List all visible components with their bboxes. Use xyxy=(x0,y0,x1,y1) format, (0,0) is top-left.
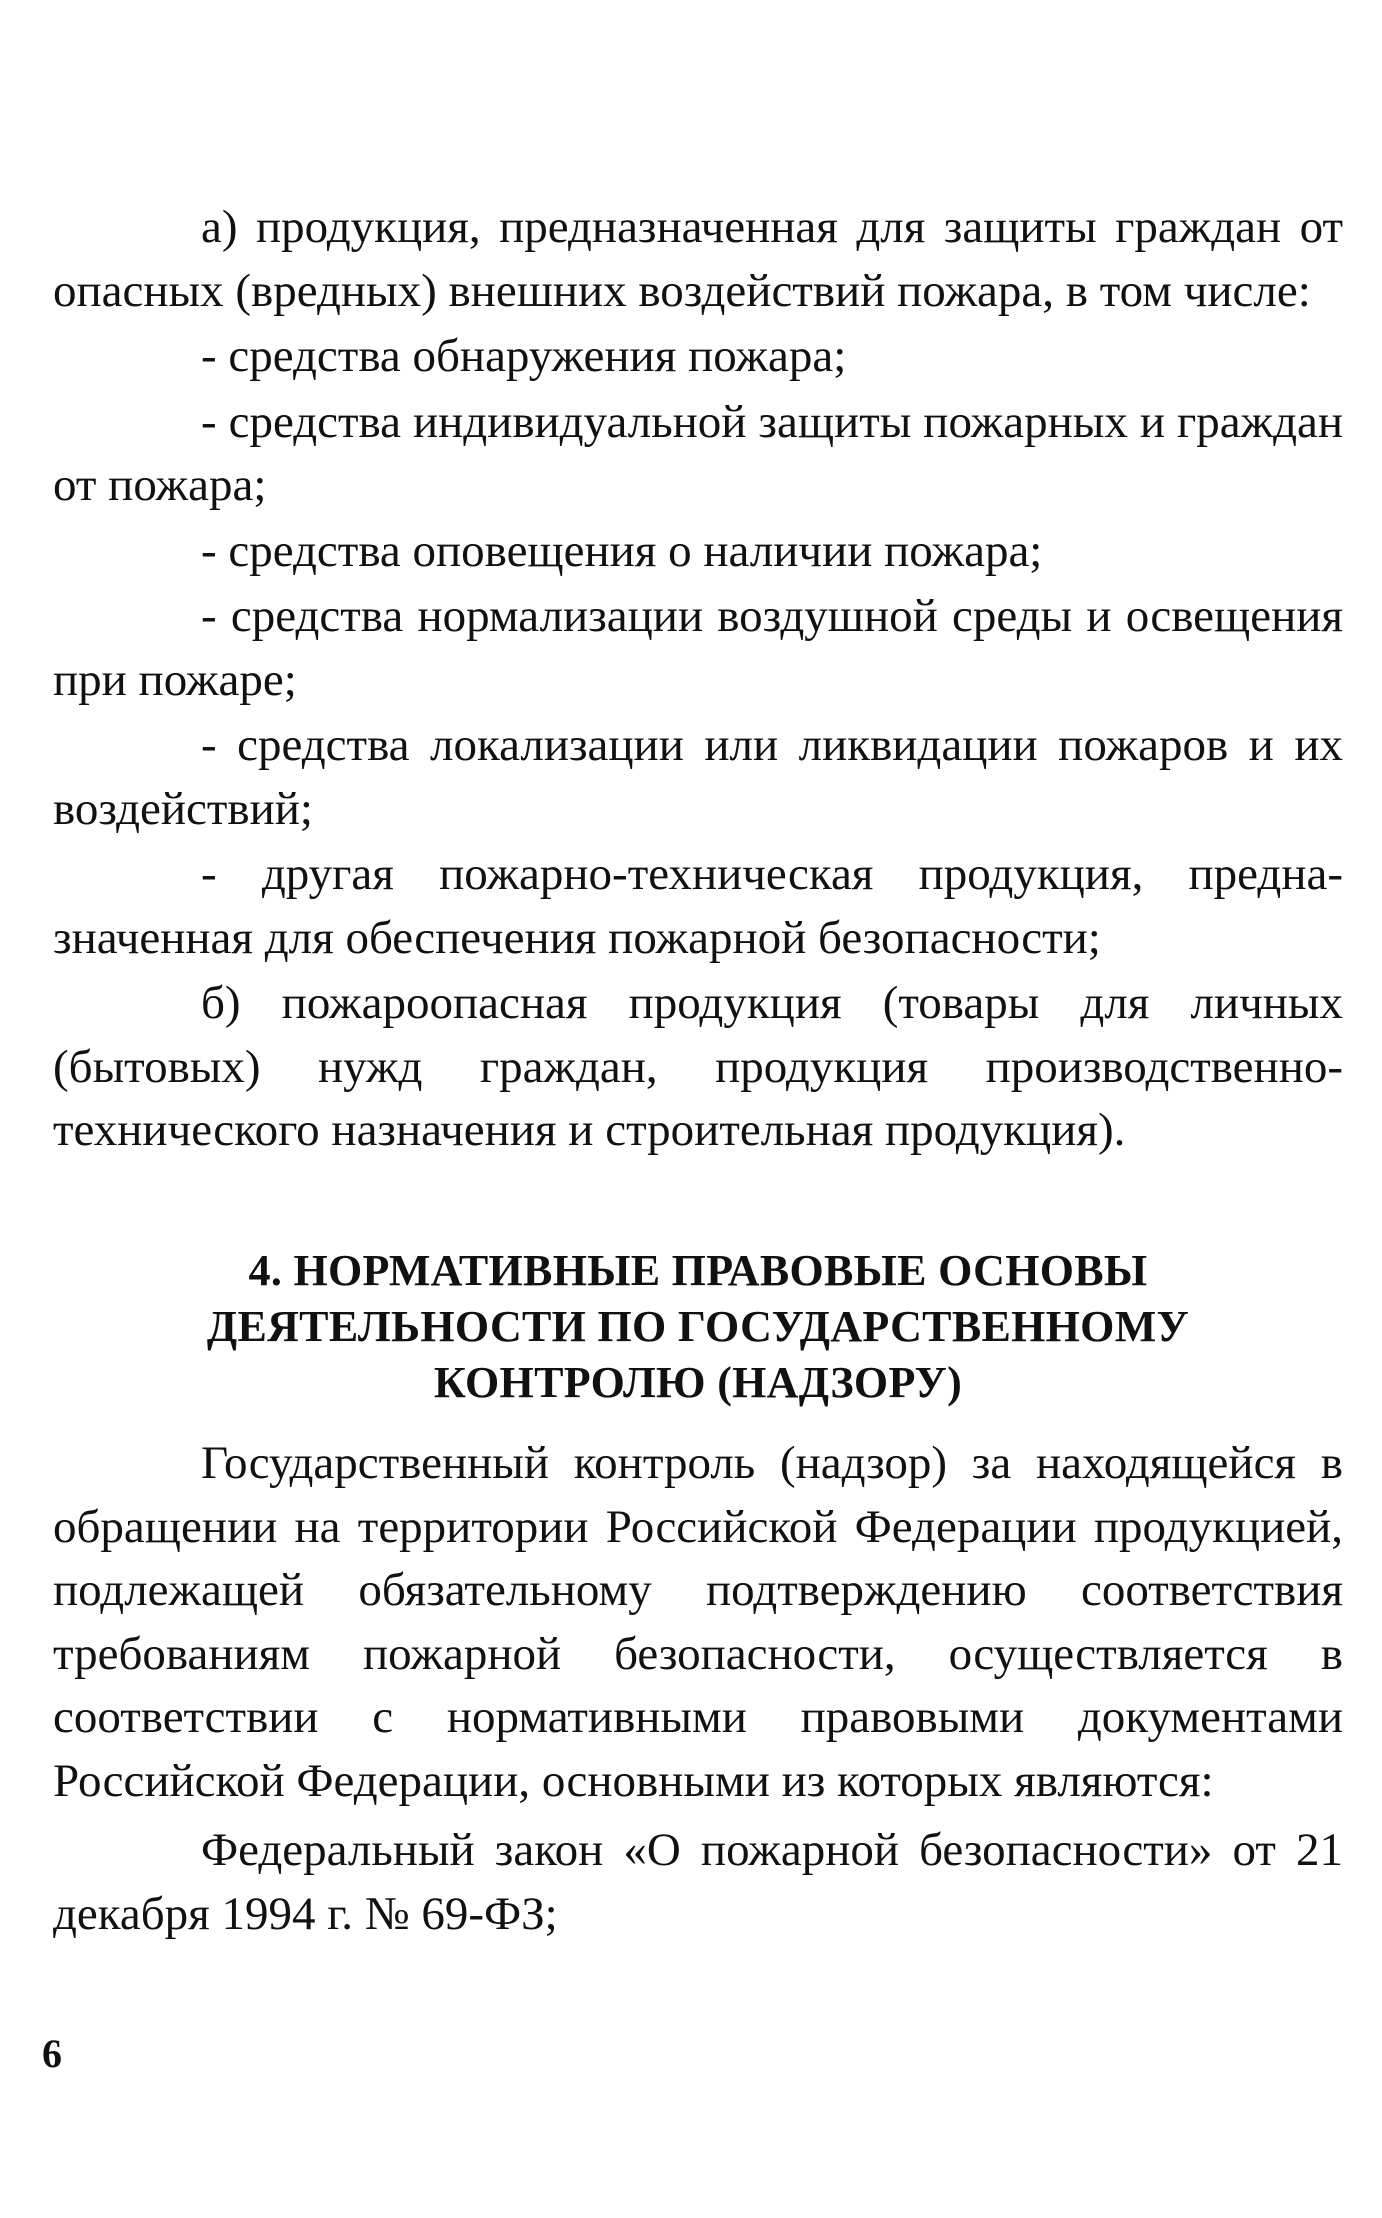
body-text-block-2 xyxy=(53,1432,1343,1946)
list-item-fire-alert: - средства оповещения о наличии пожара; xyxy=(201,524,1043,577)
list-item-fire-localization: - средства локализации или ликвидации пожаров и их воздействий; xyxy=(53,719,1343,835)
paragraph-protective-products: а) продукция, предназначенная для защиты граждан от опасных (вредных) внешних воздействий пожара, в том числе: xyxy=(53,201,1343,317)
list-item-personal-protection: - средства индивидуальной защиты пожарных и граждан от пожара; xyxy=(53,395,1343,511)
section-heading-line-1: 4. НОРМАТИВНЫЕ ПРАВОВЫЕ ОСНОВЫ xyxy=(248,1246,1148,1295)
section-heading-line-3: КОНТРОЛЮ (НАДЗОРУ) xyxy=(433,1358,963,1407)
list-item-fire-detection: - средства обнаружения пожара; xyxy=(201,330,847,382)
list-item-air-normalization: - средства нормализации воздушной среды и освещения при пожаре; xyxy=(53,590,1343,706)
section-heading xyxy=(53,1243,1343,1411)
paragraph-state-control: Государственный контроль (надзор) за находящейся в обращении на территории Российской Федерации продукцией, подлежащей обязательному подтверждению соответствия требованиям пожарной безопасности, осуществляется в соответствии с нормативными правовыми документами Российской Федерации, основными из которых являются: xyxy=(53,1437,1343,1807)
paragraph-fire-hazardous-products: б) пожароопасная продукция (товары для личных (бытовых) нужд граждан, продукция производственно-технического назначения и строительная продукция). xyxy=(53,977,1343,1156)
section-heading-line-2: ДЕЯТЕЛЬНОСТИ ПО ГОСУДАРСТВЕННОМУ xyxy=(206,1302,1190,1351)
body-text-block-1 xyxy=(53,196,1343,1163)
list-item-other-products: - другая пожарно-техническая продукция, предназначенная для обеспечения пожарной безопасности; xyxy=(53,848,1343,964)
page-number: 6 xyxy=(42,2031,62,2076)
paragraph-federal-law: Федеральный закон «О пожарной безопасности» от 21 декабря 1994 г. № 69-ФЗ; xyxy=(53,1824,1343,1940)
